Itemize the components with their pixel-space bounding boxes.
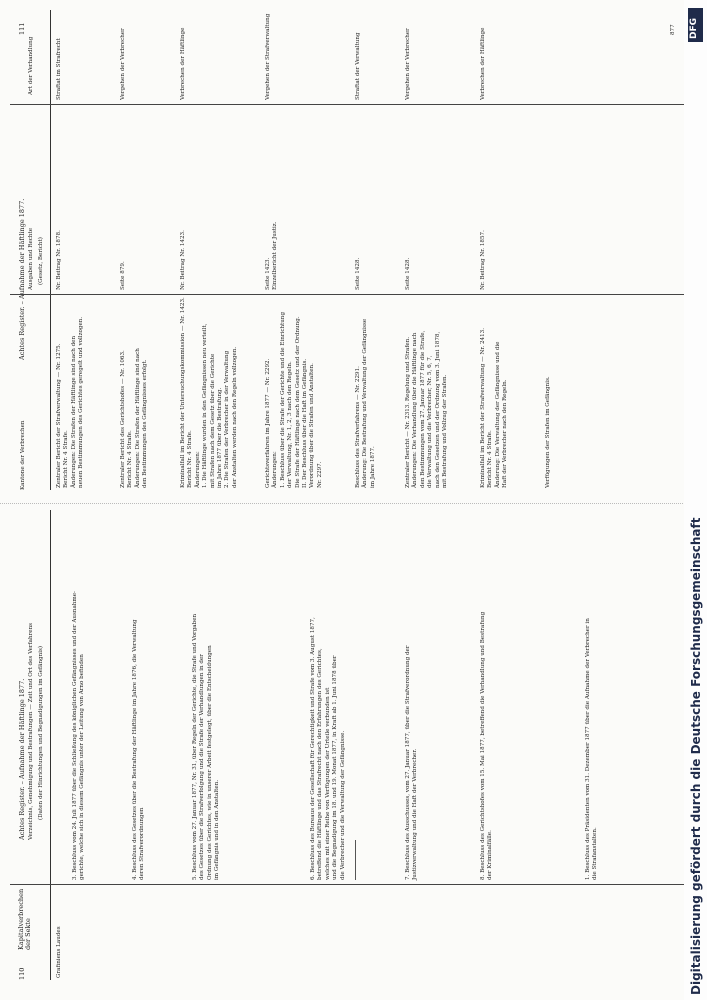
right-row-ref: Seite 879. — [120, 261, 126, 290]
right-row-type: Verbrechen der Häftlinge — [180, 27, 186, 100]
left-header-col1: Kapitalverbrechen der Sekte — [17, 888, 32, 950]
right-header-title: Achtes Register. – Aufnahme der Häftlinge 1877. — [18, 198, 26, 360]
dfg-logo: DFG — [688, 8, 703, 42]
right-column-rule — [10, 104, 685, 105]
left-page-number: 110 — [18, 967, 26, 980]
left-entry: 1. Beschluss des Präsidenten vom 31. Dezember 1877 über die Aufnahme der Verbrecher in die Strafanstalten. — [585, 618, 599, 880]
right-row-ref: Seite 1428. — [355, 257, 361, 290]
dfg-watermark-text: Digitalisierung gefördert durch die Deutsche Forschungsgemeinschaft — [689, 517, 703, 995]
right-row: Zentraler Bericht — Nr. 2313. Regelung und Strafen. Änderungen: Die Verhandlung über die Häftlinge nach den Bestimmungen vom 27. Januar 1877 für die Strafe, die Verwaltung und die Verbrecher, Nr. 5, 6, 7, nach den Gesetzen und der Ordnung vom 3. Juni 1878, mit Bestrafung und Vollzug der Strafen. — [405, 330, 449, 488]
right-page — [10, 10, 685, 490]
right-header-col2: Ausgaben und Rechte — [28, 227, 34, 290]
right-row-type: Vergehen der Verbrecher — [405, 28, 411, 100]
right-row-type: Vergehen der Strafverwaltung — [265, 13, 271, 100]
right-corner-mark: 877 — [670, 24, 676, 35]
left-header-title: Achtes Register. – Aufnahme der Häftlinge 1877. — [18, 678, 26, 840]
book-spine — [0, 503, 707, 504]
right-row: Kriminalfall im Bericht der Untersuchungskommission — Nr. 1423. Bericht Nr. 4 Strafe. Änderungen: 1. Die Häftlinge wurden in den Gefängnissen neu verteilt, mit Strafen nach dem Gesetz über die Gerichte im Jahre 1877 über die Bestrafung. 2. Die Strafen der Verbrecher in der Verwaltung der Anstalten werden nach den Regeln vollzogen. — [180, 297, 238, 488]
left-section-label: Grafiniens Laudes — [56, 926, 62, 978]
right-header-col3: Art der Verhandlung — [28, 36, 34, 95]
right-row-ref: Seite 1428. — [405, 257, 411, 290]
left-entry: 4. Beschluss des Gesetzes über die Bestrafung der Häftlinge im Jahre 1876, die Verwaltung deren Strafverordnungen — [132, 619, 146, 880]
short-rule — [355, 840, 356, 880]
left-entry: 6. Beschluss des Bureaus der Gesellschaft für Gerechtigkeit und Strafe vom 3. August 1877, betreffend die Häftlinge und das Strafrecht nach den Erfahrungen des Gerichtes, welches mit einer Reihe von Verfügungen der Urteile verbunden ist und die Begnadigung im 18. und 19. Monat 1877, in Kraft ab 1. Juni 1878 über die Verbrecher und die Verwaltung der Gefängnisse. — [310, 617, 346, 880]
left-column-rule — [10, 884, 685, 885]
right-header-rule — [50, 10, 51, 490]
left-entry: 8. Beschluss des Gerichtshofes vom 15. Mai 1877, betreffend die Verhandlung und Bestrafung der Kriminalfälle. — [480, 611, 494, 880]
right-row: Zentraler Bericht des Gerichtshofes — Nr. 1063. Bericht Nr. 4 Strafe. Änderungen: Die Strafen der Häftlinge sind nach den Bestimmungen des Gefängnisses erfolgt. — [120, 348, 149, 488]
right-row: Kriminalfall im Bericht der Strafverwaltung — Nr. 2413. Bericht Nr. 4 Strafe. Änderung: Die Verwaltung der Gefängnisse und die Haft der Verbrecher nach den Regeln. — [480, 327, 509, 488]
right-page-number: 111 — [18, 22, 26, 35]
right-row-type: Straftat der Verwaltung — [355, 32, 361, 100]
right-row: Gerichtsverfahren im Jahre 1877 — Nr. 2292. Änderungen: 1. Beschluss über die Strafe der Gerichte und die Einrichtung der Verwaltung, Nr. 1, 2, 3 nach den Regeln. Die Strafe der Häftlinge nach dem Gesetz und der Ordnung. II. Der Beschluss über die Haft im Gefängnis. Verordnung über die Strafen und Anstalten. Nr. 2297. — [265, 311, 323, 488]
right-row: Beschluss des Strafverfahrens — Nr. 2291. Änderung: Die Bestrafung und Verwaltung der Gefängnisse im Jahre 1877. — [355, 318, 376, 488]
left-entry: 7. Beschluss des Ausschusses, vom 27. Januar 1877, über die Strafverordnung der Justizverwaltung und die Haft der Verbrecher. — [405, 645, 419, 880]
left-entry: 3. Beschluss vom 24. Juli 1877 über die Schließung des königlichen Gefängnisses und der Ausnahme- gerichte, welche sich in diesem Gefängnis unter der Leitung von Arno befinden — [72, 591, 86, 880]
right-row: Zentraler Bericht der Strafverwaltung — Nr. 1275. Bericht Nr. 4 Strafe. Änderungen: Die Strafen der Häftlinge sind nach den neuen Bestimmungen des Gerichtes geregelt und vollzogen. — [56, 316, 85, 488]
right-row-ref: Nr. Beitrag Nr. 1878. — [56, 230, 62, 290]
right-row-type: Vergehen der Verbrecher — [120, 28, 126, 100]
right-row-ref: Nr. Beitrag Nr. 1857. — [480, 230, 486, 290]
right-row-type: Straftat im Strafrecht — [56, 38, 62, 100]
left-header-subtitle: Verzeichnis, Genehmigung und Bestrafungen — Zeit und Ort des Verfahrens — [28, 622, 34, 840]
left-page — [10, 510, 685, 980]
right-header-col1: Kantone der Verbrechen — [20, 420, 26, 490]
right-row-type: Verbrechen der Häftlinge — [480, 27, 486, 100]
right-row-ref: Nr. Beitrag Nr. 1423. — [180, 230, 186, 290]
right-column-rule — [10, 294, 685, 295]
right-header-col2-sub: (Gesetz, Bericht) — [38, 237, 44, 285]
left-entry: 5. Beschluss vom 27. Januar 1877, Nr. 31, über Regeln der Gerichte, die Strafe und Vorgaben des Gesetzes über die Strafverfolgung und die Strafe der Verhandlungen in der Ordnung des Gerichtes, wie in unserer Arbeit festgelegt, über die Entscheidungen im Gefängnis und in den Anstalten. — [192, 613, 221, 880]
left-header-rule — [50, 510, 51, 980]
left-header-col3: (Daten der Hinrichtungen und Begnadigungen im Gefängnis) — [38, 645, 44, 820]
right-footer-note: Verfügungen der Strafen im Gefängnis. — [545, 376, 551, 488]
right-row-ref: Seite 1423. Einzelbericht der Justiz. — [265, 221, 279, 290]
